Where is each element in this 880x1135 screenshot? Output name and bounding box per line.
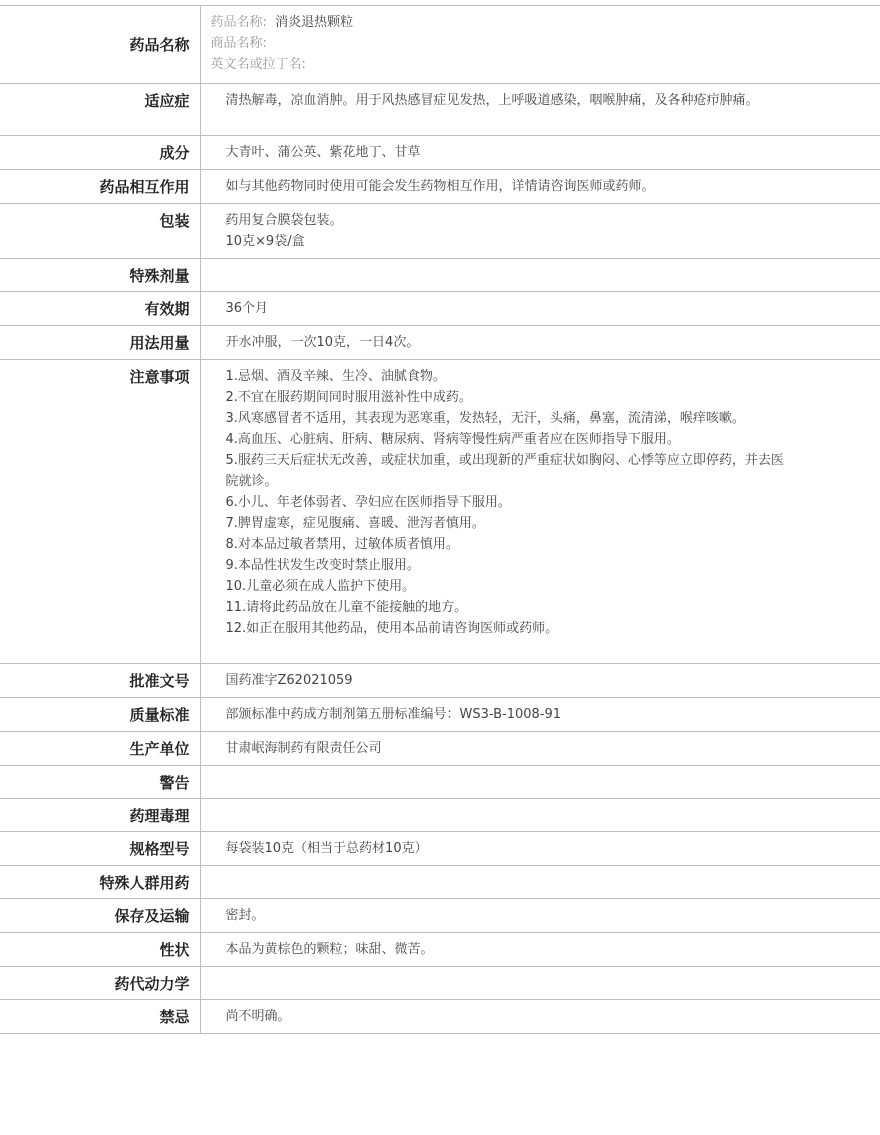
row-label: 药理毒理	[0, 799, 200, 832]
row-value	[200, 866, 880, 899]
row-label: 特殊人群用药	[0, 866, 200, 899]
row-standard	[0, 698, 880, 732]
package-line-1: 药用复合膜袋包装。	[226, 210, 880, 231]
caution-item: 9.本品性状发生改变时禁止服用。	[226, 555, 791, 576]
row-contraindications	[0, 1000, 880, 1034]
row-value: 如与其他药物同时使用可能会发生药物相互作用，详情请咨询医师或药师。	[200, 170, 880, 204]
row-value	[200, 799, 880, 832]
package-line-2: 10克×9袋/盒	[226, 231, 880, 252]
caution-item: 6.小儿、年老体弱者、孕妇应在医师指导下服用。	[226, 492, 791, 513]
cautions-list	[226, 366, 791, 639]
row-value: 本品为黄棕色的颗粒；味甜、微苦。	[200, 933, 880, 967]
row-pharmacokinetics	[0, 967, 880, 1000]
row-label: 适应症	[0, 84, 200, 136]
english-name-label: 英文名或拉丁名:	[211, 54, 880, 75]
row-label: 保存及运输	[0, 899, 200, 933]
caution-item: 8.对本品过敏者禁用，过敏体质者慎用。	[226, 534, 791, 555]
row-label: 性状	[0, 933, 200, 967]
caution-item: 3.风寒感冒者不适用，其表现为恶寒重，发热轻，无汗，头痛，鼻塞，流清涕，喉痒咳嗽。	[226, 408, 791, 429]
row-manufacturer	[0, 732, 880, 766]
row-label: 有效期	[0, 292, 200, 326]
row-label: 包装	[0, 204, 200, 259]
caution-item: 1.忌烟、酒及辛辣、生冷、油腻食物。	[226, 366, 791, 387]
row-label: 用法用量	[0, 326, 200, 360]
row-storage	[0, 899, 880, 933]
row-value: 大青叶、蒲公英、紫花地丁、甘草	[200, 136, 880, 170]
name-value: 消炎退热颗粒	[275, 15, 353, 30]
row-value: 部颁标准中药成方制剂第五册标准编号：WS3-B-1008-91	[200, 698, 880, 732]
row-label: 注意事项	[0, 360, 200, 664]
row-special-dose	[0, 259, 880, 292]
row-value: 每袋装10克（相当于总药材10克）	[200, 832, 880, 866]
trade-name-label: 商品名称:	[211, 33, 880, 54]
row-value: 密封。	[200, 899, 880, 933]
row-character	[0, 933, 880, 967]
row-usage	[0, 326, 880, 360]
name-line	[211, 12, 880, 33]
row-value	[200, 259, 880, 292]
row-spec	[0, 832, 880, 866]
row-value: 甘肃岷海制药有限责任公司	[200, 732, 880, 766]
row-label: 药品名称	[0, 6, 200, 84]
row-label: 规格型号	[0, 832, 200, 866]
row-label: 成分	[0, 136, 200, 170]
caution-item: 10.儿童必须在成人监护下使用。	[226, 576, 791, 597]
row-label: 批准文号	[0, 664, 200, 698]
caution-item: 11.请将此药品放在儿童不能接触的地方。	[226, 597, 791, 618]
drug-info-table	[0, 5, 880, 1034]
row-drug-name	[0, 6, 880, 84]
row-label: 禁忌	[0, 1000, 200, 1034]
name-label: 药品名称:	[211, 15, 267, 30]
row-warning	[0, 766, 880, 799]
row-validity	[0, 292, 880, 326]
row-label: 药品相互作用	[0, 170, 200, 204]
row-value: 清热解毒，凉血消肿。用于风热感冒症见发热，上呼吸道感染，咽喉肿痛，及各种疮疖肿痛。	[226, 90, 791, 111]
row-cautions	[0, 360, 880, 664]
row-package	[0, 204, 880, 259]
caution-item: 4.高血压、心脏病、肝病、糖尿病、肾病等慢性病严重者应在医师指导下服用。	[226, 429, 791, 450]
caution-item: 12.如正在服用其他药品，使用本品前请咨询医师或药师。	[226, 618, 791, 639]
row-label: 警告	[0, 766, 200, 799]
caution-item: 2.不宜在服药期间同时服用滋补性中成药。	[226, 387, 791, 408]
caution-item: 5.服药三天后症状无改善，或症状加重，或出现新的严重症状如胸闷、心悸等应立即停药，并去医院就诊。	[226, 450, 791, 492]
row-value: 36个月	[200, 292, 880, 326]
row-special-groups	[0, 866, 880, 899]
caution-item: 7.脾胃虚寒，症见腹痛、喜暖、泄泻者慎用。	[226, 513, 791, 534]
row-value: 开水冲服，一次10克，一日4次。	[200, 326, 880, 360]
row-value: 尚不明确。	[200, 1000, 880, 1034]
row-label: 药代动力学	[0, 967, 200, 1000]
row-value	[200, 967, 880, 1000]
row-label: 特殊剂量	[0, 259, 200, 292]
row-label: 质量标准	[0, 698, 200, 732]
row-approval	[0, 664, 880, 698]
drug-names-cell	[200, 6, 880, 84]
row-label: 生产单位	[0, 732, 200, 766]
row-indication	[0, 84, 880, 136]
row-ingredients	[0, 136, 880, 170]
row-value	[200, 766, 880, 799]
row-interaction	[0, 170, 880, 204]
row-pharmacology	[0, 799, 880, 832]
row-value: 国药准字Z62021059	[200, 664, 880, 698]
